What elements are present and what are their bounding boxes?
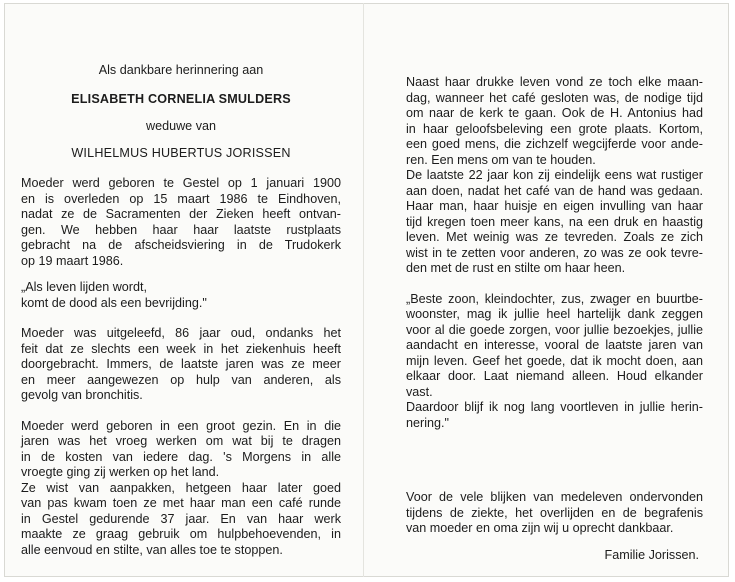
relation-line: weduwe van [145, 119, 216, 133]
text-line: Naast haar drukke leven vond ze toch elke maan- [406, 75, 703, 89]
text-line: komt de dood als een bevrijding." [21, 295, 207, 310]
text-line: in haar geloofsbeleving een grote plaats. Kortom, [406, 121, 703, 136]
text-line: gevolg van bronchitis. [21, 388, 143, 402]
text-line: Voor de vele blijken van medeleven ondervonden [406, 490, 703, 504]
text-line: van pas kwam toen ze met haar man een café runde [21, 496, 341, 510]
text-line: alle eenvoud en stilte, van alles toe te stoppen. [21, 542, 283, 557]
farewell-quote [406, 292, 703, 432]
right-panel [406, 75, 703, 563]
text-line: aandacht en interesse, vooral de laatste jaren van [406, 338, 703, 352]
text-line: mijn leven. Geef het goede, dat ik mocht doen, aan [406, 353, 703, 368]
text-line: tijdens de ziekte, het overlijden en de begrafenis [406, 505, 703, 520]
text-line: tijd kregen toen meer kans, na een druk en haastig [406, 214, 703, 229]
intro-line: Als dankbare herinnering aan [98, 63, 264, 77]
biography-paragraph-3 [21, 419, 341, 559]
text-line: vast. [406, 384, 433, 399]
text-line: Daardoor blijf ik nog lang voortleven in jullie herin- [406, 400, 703, 414]
text-line: en is overleden op 15 maart 1986 te Eindhoven, [21, 191, 341, 206]
text-line: wist in te zetten voor anderen, zo was ze ook tevre- [406, 245, 703, 260]
card-fold-line [363, 3, 364, 577]
husband-name: WILHELMUS HUBERTUS JORISSEN [71, 145, 291, 160]
text-line: Haar man, haar huisje en eigen invulling van haar [406, 199, 703, 213]
text-line: De laatste 22 jaar kon zij eindelijk eens wat rustiger [406, 168, 703, 182]
text-line: jaren was het vroeg werken om wat bij te dragen [21, 434, 341, 448]
text-line: voor al die goede zorgen, voor jullie bezoekjes, jullie [406, 322, 703, 337]
text-line: nadat ze de Sacramenten der Zieken heeft ontvan- [21, 207, 341, 221]
text-line: in de kosten van iedere dag. 's Morgens in alle [21, 449, 341, 464]
text-line: gebracht na de afscheidsviering in de Trudokerk [21, 238, 341, 252]
text-line: nering." [406, 415, 449, 430]
deceased-name: ELISABETH CORNELIA SMULDERS [71, 91, 291, 106]
left-panel [21, 63, 341, 558]
text-line: Moeder werd geboren in een groot gezin. En in die [21, 418, 341, 433]
text-line: ren. Een mens om van te houden. [406, 152, 596, 167]
text-line: Moeder werd geboren te Gestel op 1 januari 1900 [21, 176, 341, 190]
text-line: feit dat ze slechts een week in het ziekenhuis heeft [21, 341, 341, 356]
thanks-paragraph [406, 490, 703, 537]
text-line: aan doen, nadat het café van de hand was gedaan. [406, 183, 703, 198]
biography-paragraph-1 [21, 176, 341, 269]
text-line: „Beste zoon, kleindochter, zus, zwager en buurtbe- [406, 291, 703, 306]
text-line: op 19 maart 1986. [21, 253, 124, 268]
text-line: Moeder was uitgeleefd, 86 jaar oud, ondanks het [21, 326, 341, 340]
text-line: van moeder en oma zijn wij u oprecht dankbaar. [406, 521, 674, 535]
text-line: maakte ze graag gebruik om hulpbehoevenden, in [21, 527, 341, 541]
text-line: vroegte ging zij werken op het land. [21, 465, 220, 479]
text-line: leven. Met weinig was ze tevreden. Zoals ze zich [406, 230, 703, 244]
text-line: doorgebracht. Immers, de laatste jaren was ze meer [21, 357, 341, 371]
text-line: een goed mens, die zichzelf wegcijferde voor ande- [406, 137, 703, 151]
family-signature: Familie Jorissen. [604, 547, 699, 562]
text-line: den met de rust en stilte om haar heen. [406, 261, 626, 275]
text-line: woonster, mag ik jullie heel hartelijk dank zeggen [406, 307, 703, 321]
biography-paragraph-2 [21, 326, 341, 404]
text-line: in Gestel gedurende 37 jaar. En van haar werk [21, 511, 341, 526]
biography-paragraph-4 [406, 75, 703, 277]
text-line: en meer aangewezen op hulp van anderen, als [21, 372, 341, 387]
text-line: om naar de kerk te gaan. Ook de H. Antonius had [406, 106, 703, 120]
text-line: Ze wist van aanpakken, hetgeen haar later goed [21, 480, 341, 495]
text-line: gen. We hebben haar haar laatste rustplaats [21, 222, 341, 237]
text-line: elkaar door. Laat niemand alleen. Houd elkander [406, 369, 703, 383]
text-line: „Als leven lijden wordt, [21, 280, 147, 294]
text-line: dag, wanneer het café gesloten was, de nodige tijd [406, 90, 703, 105]
quote-paragraph [21, 280, 341, 311]
